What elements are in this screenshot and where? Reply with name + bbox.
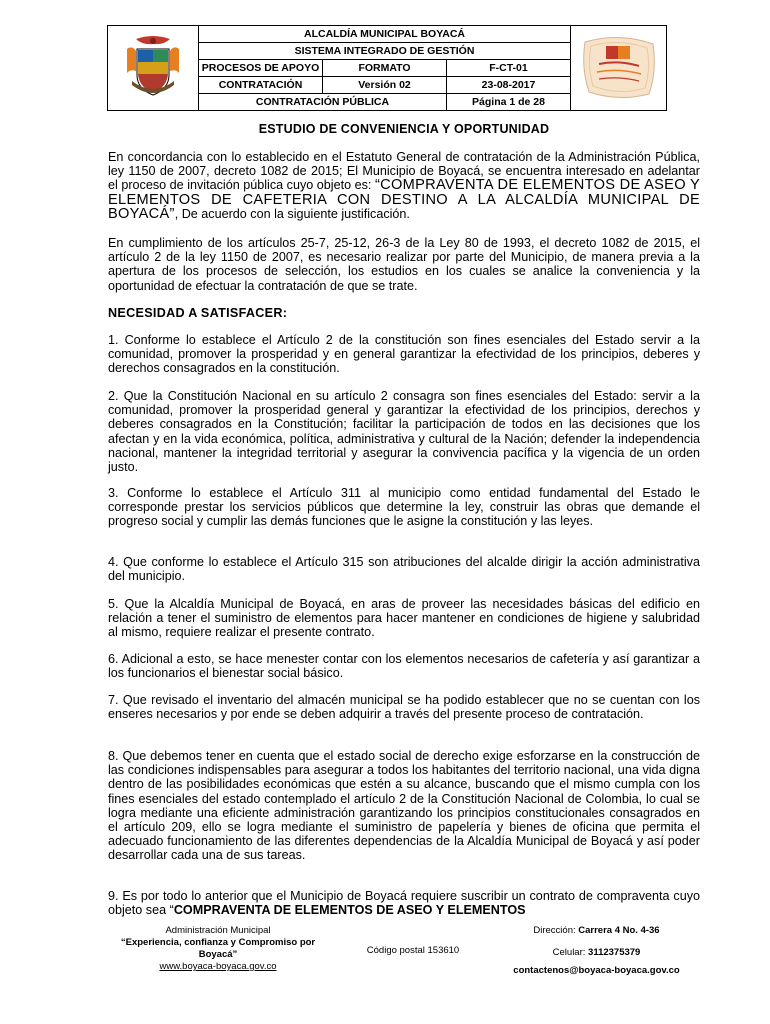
list-item: 8. Que debemos tener en cuenta que el estado social de derecho exige esforzarse en la construcción de las condiciones indispensables para asegurar a todos los habitantes del territorio nacional, una vida digna dentro de las posibilidades económicas que estén a su alcance, buscando que el mismo cumpla con los fines esenciales del estado contemplado el artículo 2 de la Constitución Nacional de Colombia, lo cual se logra mediante una eficiente administración garantizando los principios constitucionales consagrados en el artículo 209, ello se logra mediante el suministro de papelería y bienes de oficina que permita el adecuado funcionamiento de las diferentes dependencias de la Alcaldía Municipal de Boyacá y así poder desarrollar cada una de sus tareas. xyxy=(108,749,700,863)
document-header xyxy=(107,25,667,111)
list-item: 3. Conforme lo establece el Artículo 311 al municipio como entidad fundamental del Estado le corresponde prestar los servicios públicos que determine la ley, construir las obras que demande el progreso social y cumplir las demás funciones que le asigne la constitución y las leyes. xyxy=(108,486,700,529)
header-format-code: F-CT-01 xyxy=(447,60,571,77)
coat-of-arms-cell xyxy=(108,26,199,111)
section-heading: NECESIDAD A SATISFACER: xyxy=(108,306,288,320)
footer-left xyxy=(108,925,328,973)
footer-administration: Administración Municipal xyxy=(165,925,271,936)
header-table xyxy=(107,25,667,111)
list-item: 1. Conforme lo establece el Artículo 2 de la constitución son fines esenciales del Estado servir a la comunidad, promover la prosperidad y en general garantizar la efectividad de los principios, deberes y derechos consagrados en la constitución. xyxy=(108,333,700,376)
list-item: 5. Que la Alcaldía Municipal de Boyacá, en aras de proveer las necesidades básicas del edificio en relación a tener el suministro de elementos para hacer mantener en condiciones de higiene y salubridad al mismo, requiere realizar el presente contrato. xyxy=(108,597,700,640)
coat-of-arms-icon xyxy=(124,35,182,99)
header-area: CONTRATACIÓN xyxy=(199,77,323,94)
list-item: 4. Que conforme lo establece el Artículo 315 son atribuciones del alcalde dirigir la acción administrativa del municipio. xyxy=(108,555,700,584)
header-entity: ALCALDÍA MUNICIPAL BOYACÁ xyxy=(199,26,571,43)
footer-address-line xyxy=(493,925,700,937)
intro-text-a: En concordancia con lo establecido en el Estatuto General de contratación de la Administración Pública, ley 1150 de 2007, decreto 1082 de 2015; El Municipio de Boyacá, se encuentra interesado en adelantar el proceso de invitación pública cuyo objeto es: xyxy=(108,150,700,193)
intro-paragraph xyxy=(108,150,700,221)
list-item: 6. Adicional a esto, se hace menester contar con los elementos necesarios de cafetería y así garantizar a los funcionarios el bienestar social básico. xyxy=(108,652,700,681)
page-footer xyxy=(108,925,700,985)
item9-text: 9. Es por todo lo anterior que el Municipio de Boyacá requiere suscribir un contrato de compraventa cuyo objeto sea “ xyxy=(108,889,700,918)
legal-basis-paragraph: En cumplimiento de los artículos 25-7, 25-12, 26-3 de la Ley 80 de 1993, el decreto 1082 de 2015, el artículo 2 de la ley 1150 de 2007, es necesario realizar por parte del Municipio, de manera previa a la apertura de los procesos de selección, los estudios en los cuales se analice la conveniencia y la oportunidad de efectuar la contratación de que se trate. xyxy=(108,236,700,293)
footer-address: Carrera 4 No. 4-36 xyxy=(578,925,660,936)
footer-website-link[interactable]: www.boyaca-boyaca.gov.co xyxy=(159,961,277,972)
header-page-number: Página 1 de 28 xyxy=(447,94,571,111)
footer-address-label: Dirección: xyxy=(533,925,579,936)
header-date: 23-08-2017 xyxy=(447,77,571,94)
footer-phone-line xyxy=(493,947,700,959)
seal-cell xyxy=(571,26,667,111)
header-subarea: CONTRATACIÓN PÚBLICA xyxy=(199,94,447,111)
footer-email[interactable]: contactenos@boyaca-boyaca.gov.co xyxy=(513,965,680,976)
header-process: PROCESOS DE APOYO xyxy=(199,60,323,77)
header-system: SISTEMA INTEGRADO DE GESTIÓN xyxy=(199,43,571,60)
contract-object: “COMPRAVENTA DE ELEMENTOS DE ASEO Y ELEMENTOS DE CAFETERIA CON DESTINO A LA ALCALDÍA MUNICIPAL DE BOYACÁ” xyxy=(108,177,700,222)
municipal-seal-icon xyxy=(579,32,659,102)
list-item: 2. Que la Constitución Nacional en su artículo 2 consagra son fines esenciales del Estado: servir a la comunidad, promover la prosperidad general y garantizar la efectividad de los principios, derechos y deberes consagrados en la Constitución; facilitar la participación de todos en las decisiones que los afectan y en la vida económica, política, administrativa y cultural de la Nación; defender la independencia nacional, mantener la integridad territorial y asegurar la convivencia pacífica y la vigencia de un orden justo. xyxy=(108,389,700,475)
footer-postal-code: Código postal 153610 xyxy=(366,945,460,956)
footer-phone-label: Celular: xyxy=(552,947,589,958)
document-title: ESTUDIO DE CONVENIENCIA Y OPORTUNIDAD xyxy=(258,122,550,136)
item9-object: COMPRAVENTA DE ELEMENTOS DE ASEO Y ELEMENTOS xyxy=(173,903,526,918)
list-item xyxy=(108,889,700,917)
intro-text-b: , De acuerdo con la siguiente justificación. xyxy=(174,206,410,221)
footer-phone: 3112375379 xyxy=(588,947,641,958)
list-item: 7. Que revisado el inventario del almacén municipal se ha podido establecer que no se cuentan con los enseres necesarios y por ende se deben adquirir a través del presente proceso de contratación. xyxy=(108,693,700,722)
header-format-label: FORMATO xyxy=(323,60,447,77)
footer-right xyxy=(493,925,700,977)
header-version: Versión 02 xyxy=(323,77,447,94)
footer-slogan: “Experiencia, confianza y Compromiso por Boyacá” xyxy=(120,937,316,960)
